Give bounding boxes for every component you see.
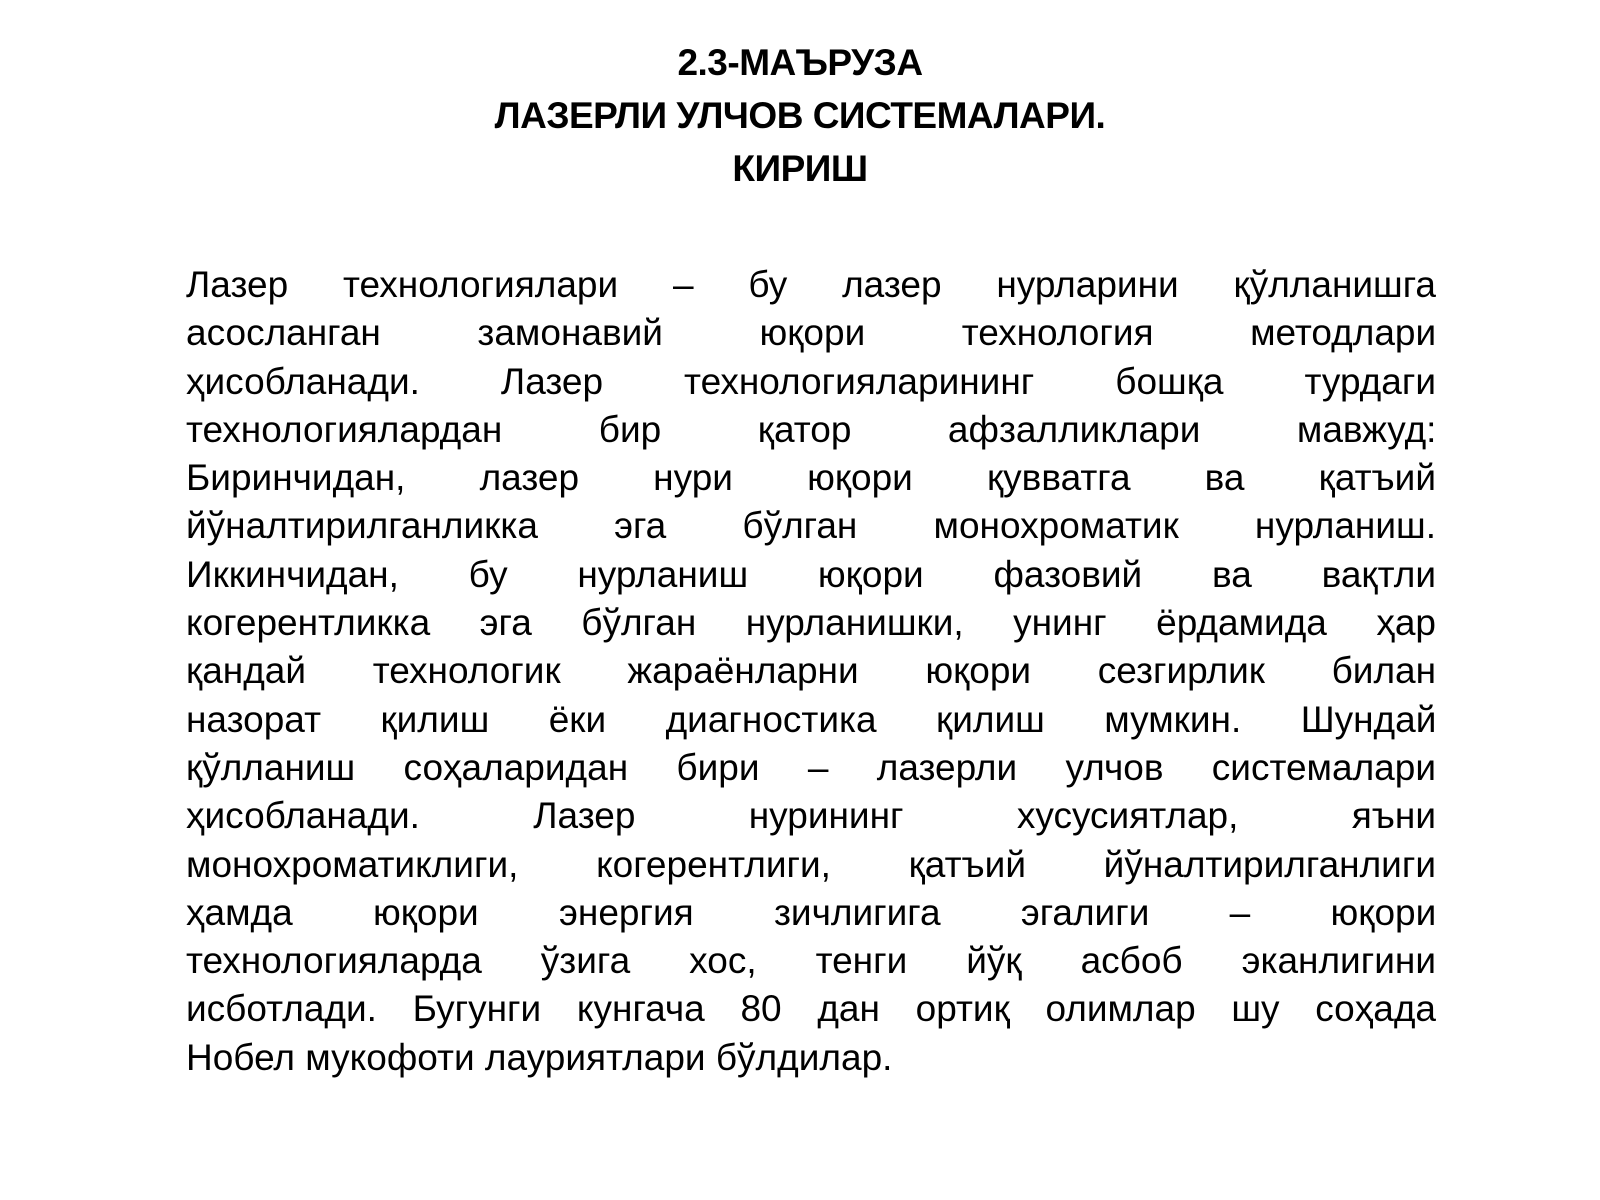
title-line-topic: ЛАЗЕРЛИ УЛЧОВ СИСТЕМАЛАРИ. <box>494 95 1106 136</box>
body-line: исботлади. Бугунги кунгача 80 дан ортиқ олимлар шу соҳада <box>186 988 1436 1030</box>
body-line: Иккинчидан, бу нурланиш юқори фазовий ва вақтли <box>186 553 1436 595</box>
page-title <box>0 36 1600 195</box>
body-line: Биринчидан, лазер нури юқори қувватга ва қатъий <box>186 457 1436 499</box>
body-paragraph <box>186 261 1436 1082</box>
body-line: монохроматиклиги, когерентлиги, қатъий йўналтирилганлиги <box>186 843 1436 885</box>
body-line: асосланган замонавий юқори технология методлари <box>186 312 1436 354</box>
body-line: технологиялардан бир қатор афзалликлари мавжуд: <box>186 408 1436 450</box>
body-line: йўналтирилганликка эга бўлган монохроматик нурланиш. <box>186 505 1436 547</box>
body-line: Нобел мукофоти лауриятлари бўлдилар. <box>186 1036 893 1078</box>
body-line: Лазер технологиялари – бу лазер нурларини қўлланишга <box>186 264 1436 305</box>
body-line: ҳамда юқори энергия зичлигига эгалиги – юқори <box>186 891 1436 933</box>
body-line: қандай технологик жараёнларни юқори сезгирлик билан <box>186 650 1436 692</box>
body-line: когерентликка эга бўлган нурланишки, унинг ёрдамида ҳар <box>186 602 1436 644</box>
body-line: ҳисобланади. Лазер технологияларининг бошқа турдаги <box>186 360 1436 402</box>
body-line: технологияларда ўзига хос, тенги йўқ асбоб эканлигини <box>186 940 1436 982</box>
body-line: ҳисобланади. Лазер нурининг хусусиятлар, яъни <box>186 795 1436 837</box>
title-line-section: КИРИШ <box>732 148 868 189</box>
title-line-lecture-number: 2.3-МАЪРУЗА <box>677 42 923 83</box>
body-line: қўлланиш соҳаларидан бири – лазерли улчов системалари <box>186 746 1436 788</box>
body-line: назорат қилиш ёки диагностика қилиш мумкин. Шундай <box>186 698 1436 740</box>
